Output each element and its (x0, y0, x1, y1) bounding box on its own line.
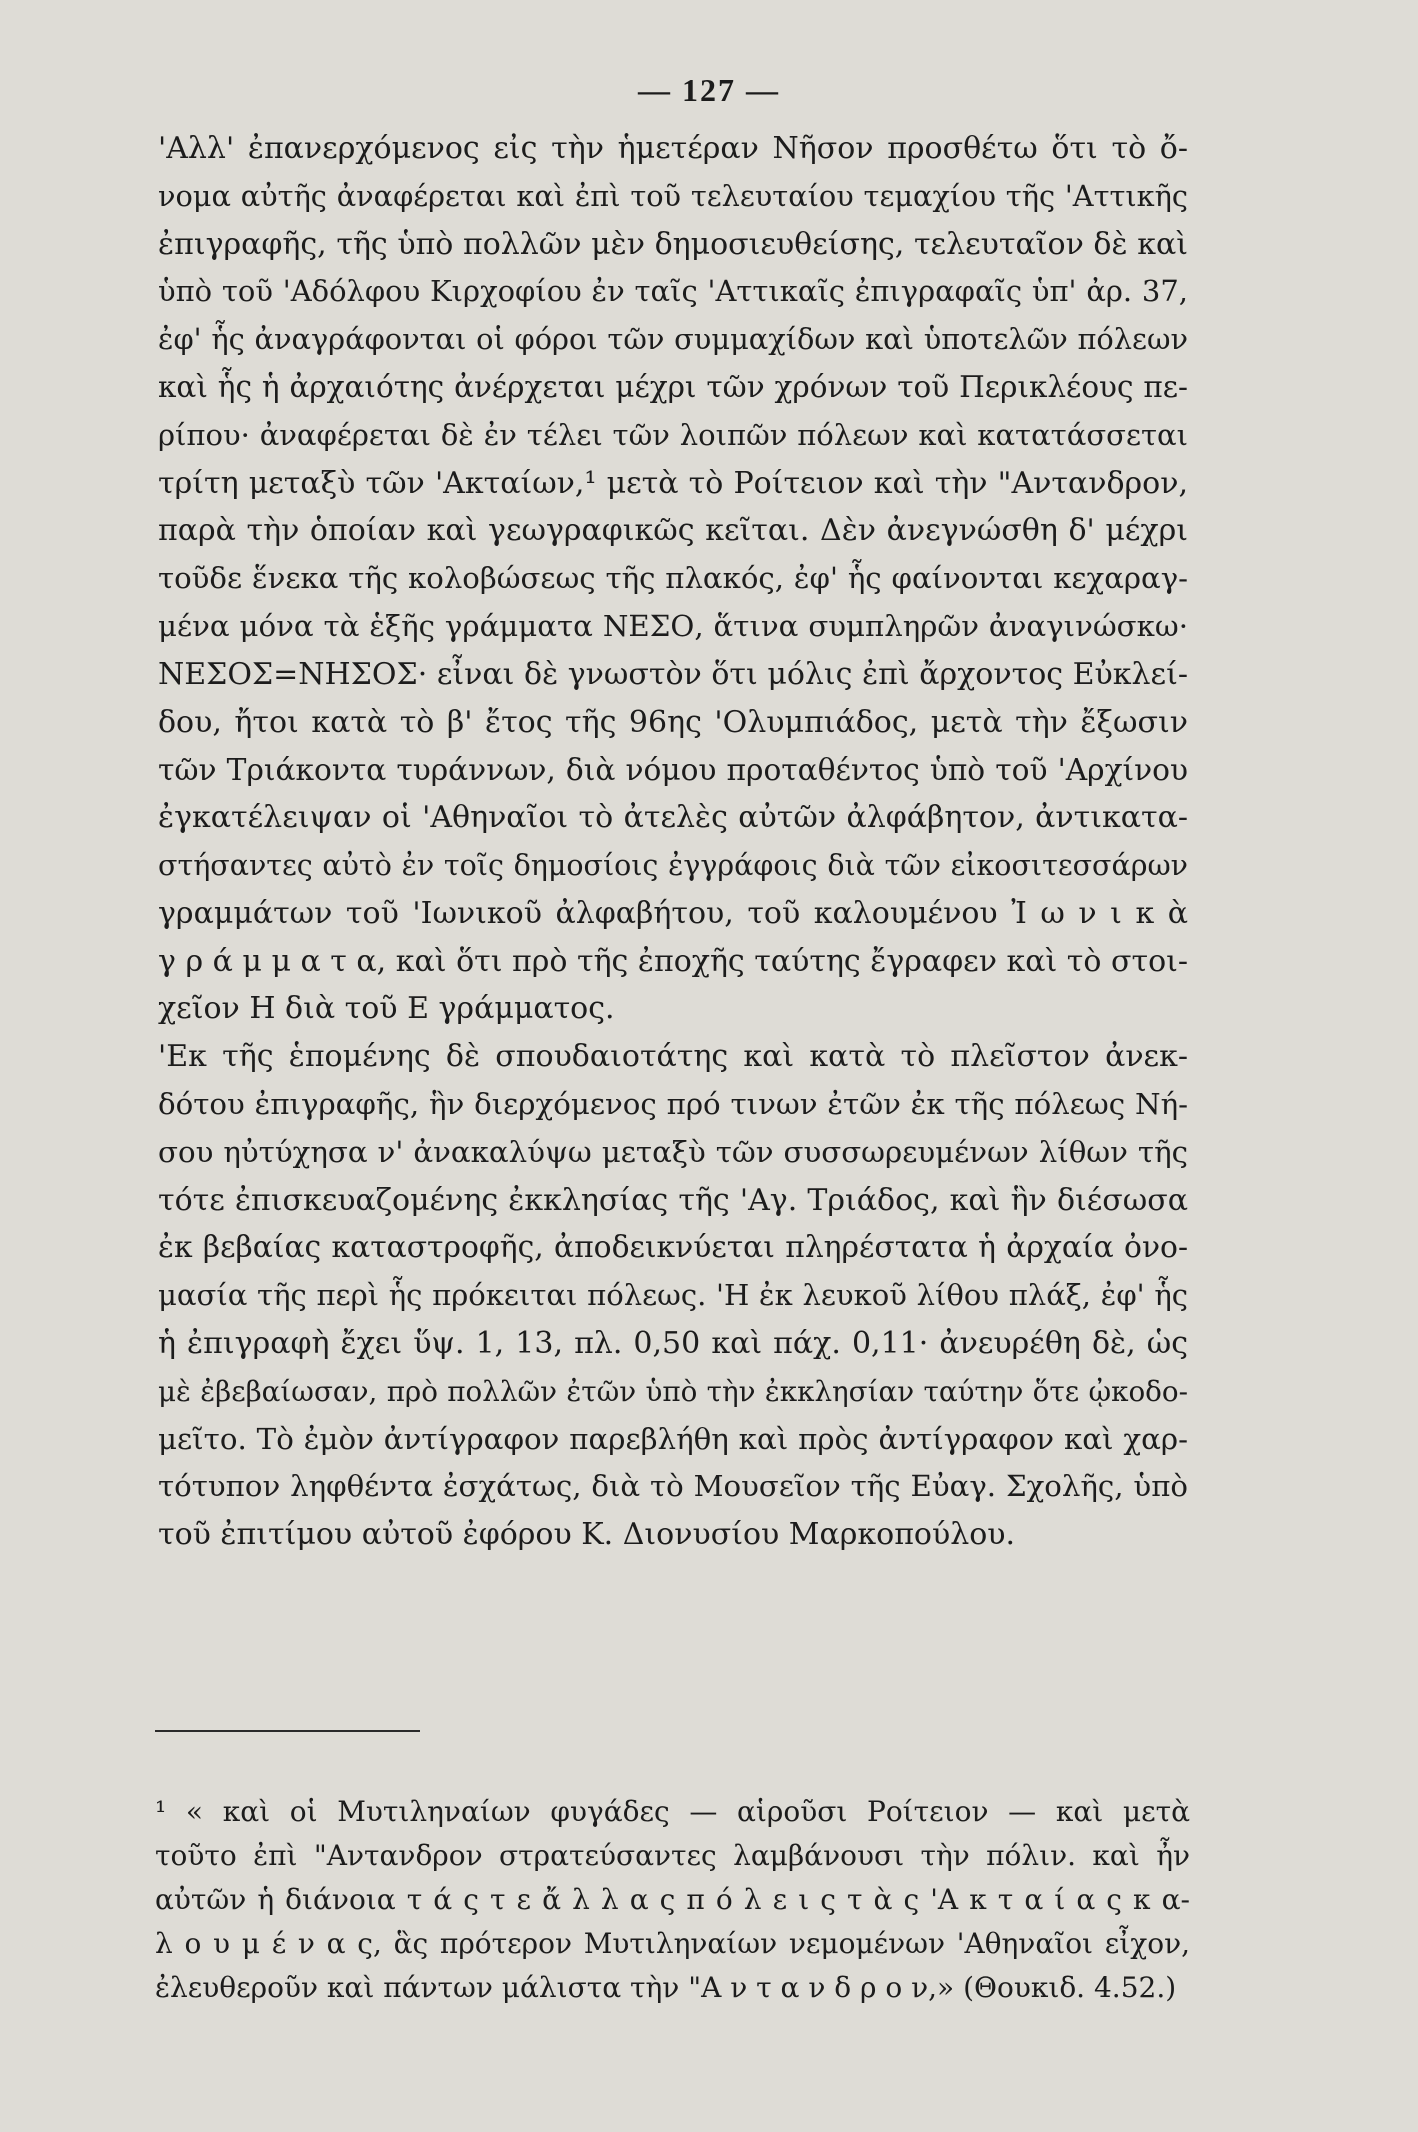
footnote (155, 1790, 1190, 2010)
text-line: παρὰ τὴν ὁποίαν καὶ γεωγραφικῶς κεῖται. Δὲν ἀνεγνώσθη δ' μέχρι (158, 513, 1188, 549)
text-line: ὑπὸ τοῦ 'Αδόλφου Κιρχοφίου ἐν ταῖς 'Αττικαῖς ἐπιγραφαῖς ὑπ' ἀρ. 37, (158, 274, 1188, 309)
footnote-line: ¹ « καὶ οἱ Μυτιληναίων φυγάδες — αἱροῦσι Ροίτειον — καὶ μετὰ (155, 1795, 1190, 1828)
text-line: μασία τῆς περὶ ἧς πρόκειται πόλεως. 'Η ἐκ λευκοῦ λίθου πλάξ, ἐφ' ἧς (158, 1278, 1188, 1313)
text-line: μὲ ἐβεβαίωσαν, πρὸ πολλῶν ἐτῶν ὑπὸ τὴν ἐκκλησίαν ταύτην ὅτε ᾠκοδο- (158, 1374, 1188, 1408)
text-line: ΝΕΣΟΣ=ΝΗΣΟΣ· εἶναι δὲ γνωστὸν ὅτι μόλις ἐπὶ ἄρχοντος Εὐκλεί- (158, 656, 1188, 692)
text-line: στήσαντες αὐτὸ ἐν τοῖς δημοσίοις ἐγγράφοις διὰ τῶν εἰκοσιτεσσάρων (158, 848, 1188, 882)
text-line: τοῦδε ἕνεκα τῆς κολοβώσεως τῆς πλακός, ἐφ' ἧς φαίνονται κεχαραγ- (158, 561, 1188, 596)
text-line: ἐγκατέλειψαν οἱ 'Αθηναῖοι τὸ ἀτελὲς αὐτῶν ἀλφάβητον, ἀντικατα- (158, 800, 1188, 836)
text-line: καὶ ἧς ἡ ἀρχαιότης ἀνέρχεται μέχρι τῶν χρόνων τοῦ Περικλέους πε- (158, 369, 1188, 404)
text-line: ἡ ἐπιγραφὴ ἔχει ὕψ. 1, 13, πλ. 0,50 καὶ πάχ. 0,11· ἀνευρέθη δὲ, ὡς (158, 1325, 1188, 1361)
text-line: τότυπον ληφθέντα ἐσχάτως, διὰ τὸ Μουσεῖον τῆς Εὐαγ. Σχολῆς, ὑπὸ (158, 1469, 1188, 1504)
text-line: ἐκ βεβαίας καταστροφῆς, ἀποδεικνύεται πληρέστατα ἡ ἀρχαία ὀνο- (158, 1230, 1188, 1266)
text-line: μεῖτο. Τὸ ἐμὸν ἀντίγραφον παρεβλήθη καὶ πρὸς ἀντίγραφον καὶ χαρ- (158, 1421, 1188, 1456)
text-line: τότε ἐπισκευαζομένης ἐκκλησίας τῆς 'Αγ. Τριάδος, καὶ ἣν διέσωσα (158, 1182, 1188, 1218)
text-line: τοῦ ἐπιτίμου αὐτοῦ ἐφόρου Κ. Διονυσίου Μαρκοπούλου. (158, 1517, 1016, 1553)
text-line: δότου ἐπιγραφῆς, ἣν διερχόμενος πρό τινων ἐτῶν ἐκ τῆς πόλεως Νή- (158, 1086, 1188, 1121)
text-line: μένα μόνα τὰ ἑξῆς γράμματα ΝΕΣΟ, ἅτινα συμπληρῶν ἀναγινώσκω· (158, 608, 1188, 643)
text-line: τῶν Τριάκοντα τυράννων, διὰ νόμου προταθέντος ὑπὸ τοῦ 'Αρχίνου (158, 752, 1188, 788)
text-line: ἐφ' ἧς ἀναγράφονται οἱ φόροι τῶν συμμαχίδων καὶ ὑποτελῶν πόλεων (158, 322, 1188, 357)
main-text (158, 125, 1188, 1559)
text-line: 'Εκ τῆς ἑπομένης δὲ σπουδαιοτάτης καὶ κατὰ τὸ πλεῖστον ἀνεκ- (158, 1039, 1188, 1075)
text-line: γραμμάτων τοῦ 'Ιωνικοῦ ἀλφαβήτου, τοῦ καλουμένου Ἰ ω ν ι κ ὰ (158, 895, 1188, 931)
text-line: 'Αλλ' ἐπανερχόμενος εἰς τὴν ἡμετέραν Νῆσον προσθέτω ὅτι τὸ ὄ- (158, 131, 1188, 166)
footnote-divider (155, 1730, 420, 1732)
page-number: — 127 — (638, 72, 780, 108)
text-line: χεῖον Η διὰ τοῦ Ε γράμματος. (158, 991, 615, 1027)
text-line: νομα αὐτῆς ἀναφέρεται καὶ ἐπὶ τοῦ τελευταίου τεμαχίου τῆς 'Αττικῆς (158, 178, 1188, 213)
footnote-line: αὐτῶν ἡ διάνοια τ ά ς τ ε ἄ λ λ α ς π ό λ ε ι ς τ ὰ ς 'Α κ τ α ί α ς κ α- (155, 1883, 1190, 1916)
footnote-line: λ ο υ μ έ ν α ς, ἃς πρότερον Μυτιληναίων νεμομένων 'Αθηναῖοι εἶχον, (155, 1927, 1190, 1960)
text-line: ἐπιγραφῆς, τῆς ὑπὸ πολλῶν μὲν δημοσιευθείσης, τελευταῖον δὲ καὶ (158, 226, 1188, 262)
footnote-line: τοῦτο ἐπὶ "Αντανδρον στρατεύσαντες λαμβάνουσι τὴν πόλιν. καὶ ἦν (155, 1839, 1190, 1872)
text-line: δου, ἤτοι κατὰ τὸ β' ἔτος τῆς 96ης 'Ολυμπιάδος, μετὰ τὴν ἔξωσιν (158, 704, 1188, 740)
footnote-line: ἐλευθεροῦν καὶ πάντων μάλιστα τὴν "Α ν τ α ν δ ρ ο ν,» (Θουκιδ. 4.52.) (155, 1971, 1177, 2004)
text-line: σου ηὐτύχησα ν' ἀνακαλύψω μεταξὺ τῶν συσσωρευμένων λίθων τῆς (158, 1134, 1188, 1169)
text-line: γ ρ ά μ μ α τ α, καὶ ὅτι πρὸ τῆς ἐποχῆς ταύτης ἔγραφεν καὶ τὸ στοι- (158, 943, 1189, 979)
text-line: τρίτη μεταξὺ τῶν 'Ακταίων,¹ μετὰ τὸ Ροίτειον καὶ τὴν "Αντανδρον, (158, 465, 1188, 501)
text-line: ρίπου· ἀναφέρεται δὲ ἐν τέλει τῶν λοιπῶν πόλεων καὶ κατατάσσεται (158, 417, 1188, 452)
